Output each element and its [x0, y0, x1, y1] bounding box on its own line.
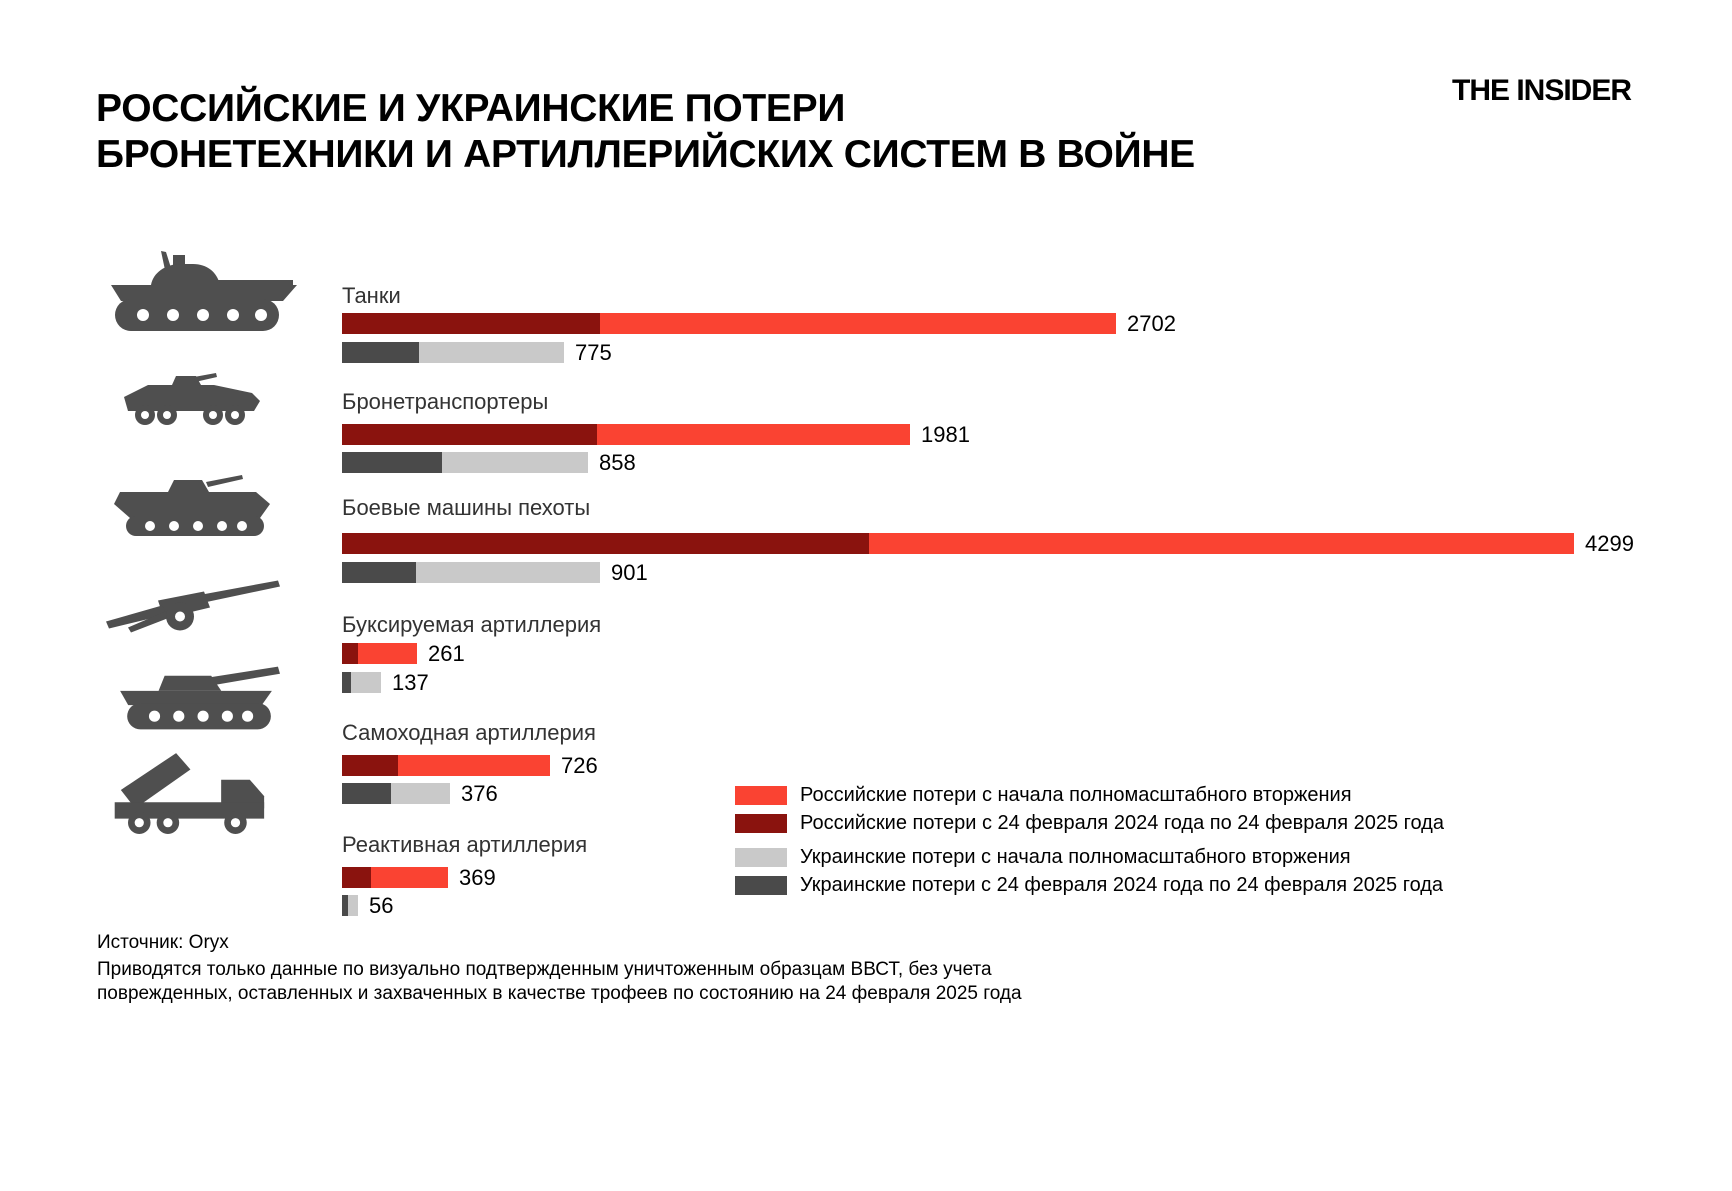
- russian-losses-last-year-segment: [342, 867, 371, 888]
- page-title: [96, 86, 1195, 178]
- ukrainian-total-value: 901: [611, 560, 648, 585]
- page-title-line1: РОССИЙСКИЕ И УКРАИНСКИЕ ПОТЕРИ: [96, 87, 846, 130]
- russian-total-value: 261: [428, 641, 465, 666]
- towed-artillery-icon: [100, 576, 285, 634]
- russian-losses-last-year-segment: [342, 424, 597, 445]
- ukrainian-losses-last-year-segment: [342, 672, 351, 693]
- category-label: Танки: [342, 283, 401, 308]
- category-label: Бронетранспортеры: [342, 389, 549, 414]
- legend-swatch-ukraine-last-year: [735, 876, 787, 895]
- russian-losses-total-bar: [342, 755, 550, 776]
- russian-total-value: 1981: [921, 422, 970, 447]
- russian-losses-total-bar: [342, 313, 1116, 334]
- russian-losses-last-year-segment: [342, 313, 600, 334]
- ukrainian-losses-last-year-segment: [342, 452, 442, 473]
- legend-item-ukraine-total: [735, 846, 1351, 869]
- legend-swatch-russia-last-year: [735, 814, 787, 833]
- legend-item-ukraine-last-year: [735, 874, 1443, 897]
- category-label: Реактивная артиллерия: [342, 832, 588, 857]
- ukrainian-losses-total-bar: [342, 895, 358, 916]
- apc-icon: [118, 370, 268, 430]
- legend-label: Украинские потери с начала полномасштабного вторжения: [800, 846, 1351, 868]
- ukrainian-losses-total-bar: [342, 452, 588, 473]
- russian-losses-total-bar: [342, 643, 417, 664]
- mlrs-icon: [108, 749, 278, 836]
- russian-losses-total-bar: [342, 533, 1574, 554]
- category-label: Буксируемая артиллерия: [342, 612, 602, 637]
- ukrainian-losses-last-year-segment: [342, 342, 419, 363]
- ukrainian-losses-last-year-segment: [342, 783, 391, 804]
- ukrainian-losses-total-bar: [342, 342, 564, 363]
- ukrainian-total-value: 858: [599, 450, 636, 475]
- self-propelled-artillery-icon: [110, 662, 282, 732]
- russian-total-value: 369: [459, 865, 496, 890]
- russian-losses-last-year-segment: [342, 533, 869, 554]
- ukrainian-losses-total-bar: [342, 562, 600, 583]
- legend-swatch-ukraine-total: [735, 848, 787, 867]
- ukrainian-total-value: 775: [575, 340, 612, 365]
- russian-losses-last-year-segment: [342, 643, 358, 664]
- legend-swatch-russia-total: [735, 786, 787, 805]
- legend-item-russia-total: [735, 784, 1352, 807]
- russian-total-value: 4299: [1585, 531, 1634, 556]
- category-label: Самоходная артиллерия: [342, 720, 596, 745]
- russian-losses-total-bar: [342, 424, 910, 445]
- ukrainian-total-value: 137: [392, 670, 429, 695]
- russian-losses-total-bar: [342, 867, 448, 888]
- legend-label: Российские потери с 24 февраля 2024 года по 24 февраля 2025 года: [800, 812, 1444, 834]
- ukrainian-losses-last-year-segment: [342, 895, 348, 916]
- ukrainian-total-value: 376: [461, 781, 498, 806]
- legend-label: Российские потери с начала полномасштабного вторжения: [800, 784, 1352, 806]
- methodology-note-line2: поврежденных, оставленных и захваченных в качестве трофеев по состоянию на 24 февраля 2025 года: [97, 983, 1022, 1004]
- tank-icon: [95, 250, 310, 334]
- legend-item-russia-last-year: [735, 812, 1444, 835]
- russian-losses-last-year-segment: [342, 755, 398, 776]
- russian-total-value: 2702: [1127, 311, 1176, 336]
- russian-total-value: 726: [561, 753, 598, 778]
- legend-label: Украинские потери с 24 февраля 2024 года по 24 февраля 2025 года: [800, 874, 1444, 896]
- ukrainian-total-value: 56: [369, 893, 394, 918]
- ukrainian-losses-total-bar: [342, 783, 450, 804]
- page-title-line2: БРОНЕТЕХНИКИ И АРТИЛЛЕРИЙСКИХ СИСТЕМ В ВОЙНЕ: [96, 133, 1195, 176]
- ukrainian-losses-total-bar: [342, 672, 381, 693]
- methodology-note-line1: Приводятся только данные по визуально подтвержденным уничтоженным образцам ВВСТ, без учета: [97, 959, 992, 980]
- the-insider-logo: THE INSIDER: [1452, 74, 1632, 107]
- ukrainian-losses-last-year-segment: [342, 562, 416, 583]
- ifv-icon: [112, 472, 277, 536]
- category-label: Боевые машины пехоты: [342, 495, 591, 520]
- source-note: Источник: Oryx: [97, 932, 229, 953]
